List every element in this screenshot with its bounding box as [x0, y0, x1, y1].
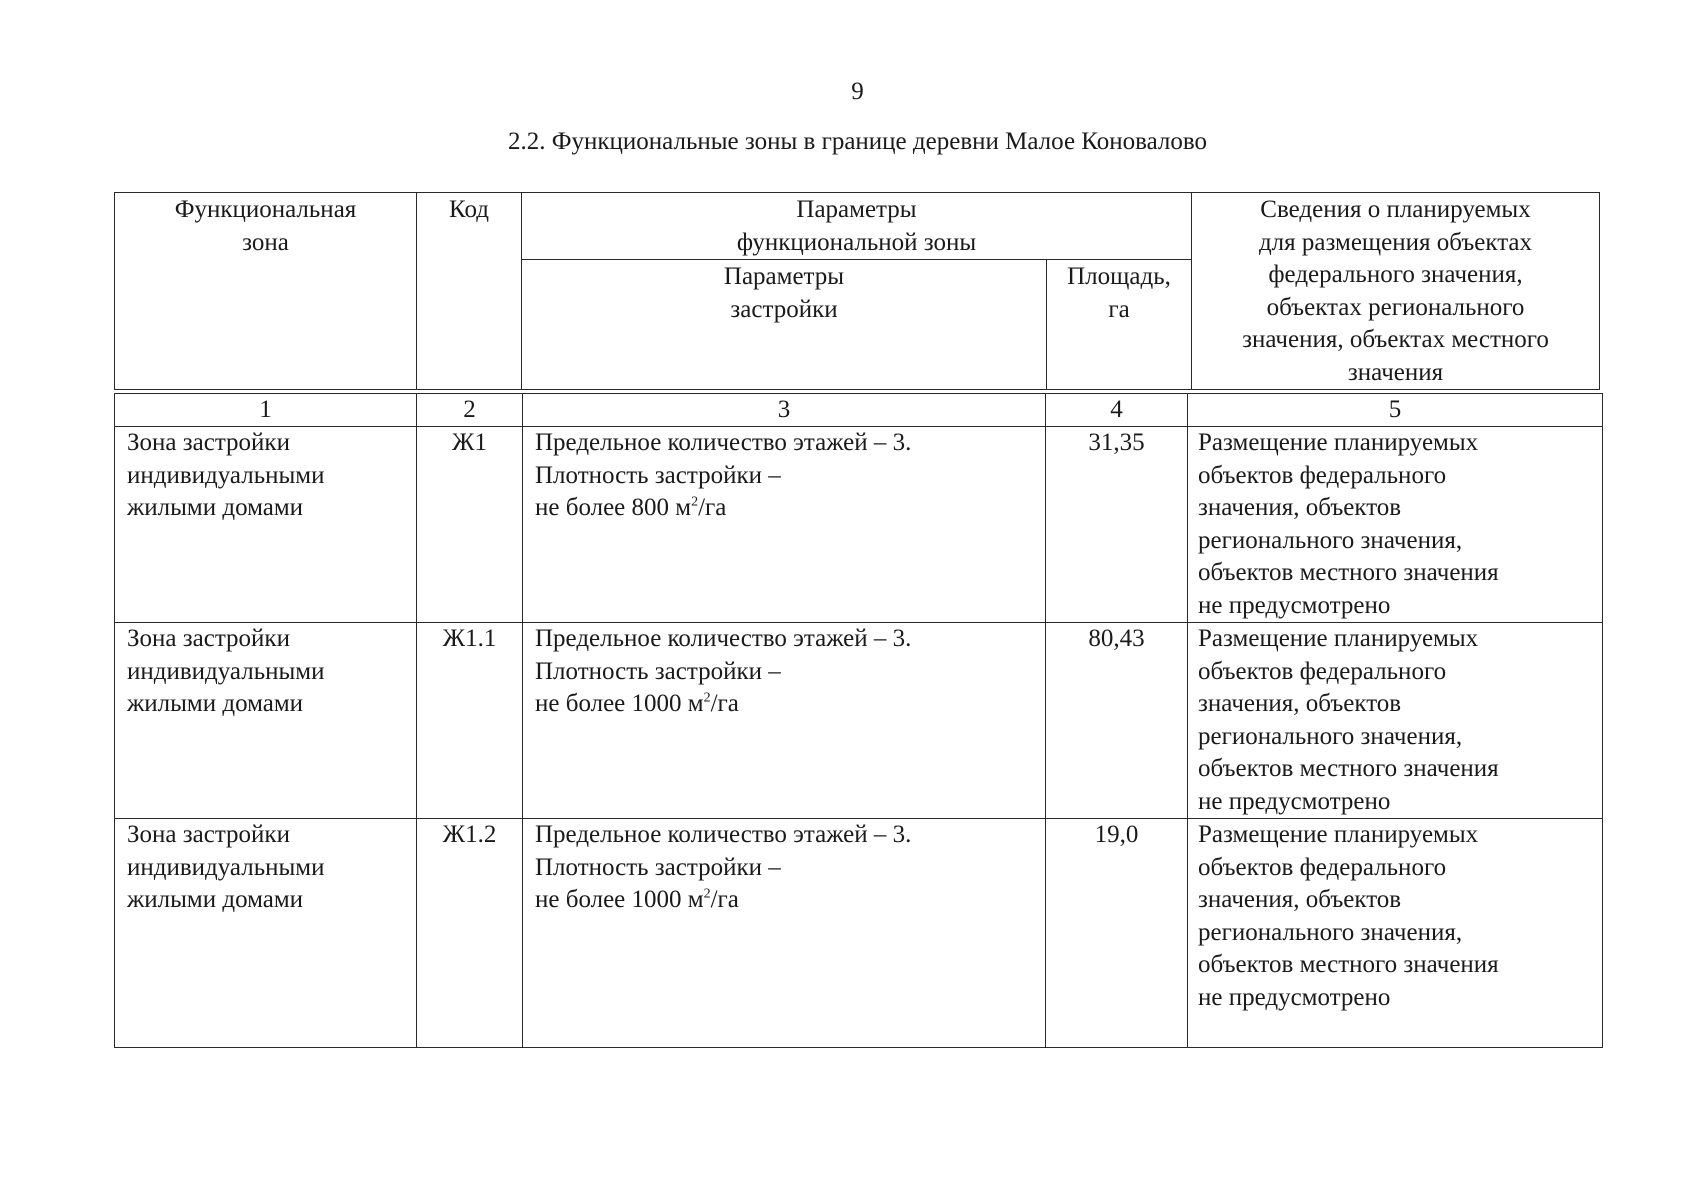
- column-number: 4: [1046, 394, 1188, 427]
- code-cell: Ж1.2: [417, 819, 523, 1048]
- info-cell: Размещение планируемых объектов федерального значения, объектов регионального значения, объектов местного значения не предусмотрено: [1188, 819, 1603, 1048]
- document-title: 2.2. Функциональные зоны в границе деревни Малое Коновалово: [507, 128, 1208, 155]
- params-cell: Предельное количество этажей – 3. Плотность застройки – не более 1000 $м^2/га$: [523, 819, 1046, 1048]
- density-line: не более 800 $м^2/га$: [535, 494, 727, 521]
- density-line: не более 1000 $м^2/га$: [535, 690, 739, 717]
- column-number: 3: [523, 394, 1046, 427]
- page-number: 9: [851, 78, 864, 105]
- header-code: Код: [417, 193, 522, 390]
- column-number: 2: [417, 394, 523, 427]
- header-zone: Функциональная зона: [115, 193, 417, 390]
- header-info: Сведения о планируемых для размещения объектах федерального значения, объектах регионального значения, объектах местного значения: [1192, 193, 1600, 390]
- zones-table: [114, 393, 1603, 1048]
- area-cell: 19,0: [1046, 819, 1188, 1048]
- header-params-group: Параметры функциональной зоны: [522, 193, 1192, 260]
- params-cell: Предельное количество этажей – 3. Плотность застройки – не более 1000 $м^2/га$: [523, 623, 1046, 819]
- zone-cell: Зона застройки индивидуальными жилыми домами: [115, 819, 417, 1048]
- zone-cell: Зона застройки индивидуальными жилыми домами: [115, 427, 417, 623]
- table-row: [115, 427, 1603, 623]
- table-header: [114, 192, 1600, 390]
- table-row: [115, 623, 1603, 819]
- column-number: 1: [115, 394, 417, 427]
- info-cell: Размещение планируемых объектов федерального значения, объектов регионального значения, объектов местного значения не предусмотрено: [1188, 427, 1603, 623]
- header-area: Площадь, га: [1047, 260, 1192, 390]
- code-cell: Ж1.1: [417, 623, 523, 819]
- area-cell: 80,43: [1046, 623, 1188, 819]
- area-cell: 31,35: [1046, 427, 1188, 623]
- info-cell: Размещение планируемых объектов федерального значения, объектов регионального значения, объектов местного значения не предусмотрено: [1188, 623, 1603, 819]
- column-number-row: [115, 394, 1603, 427]
- density-line: не более 1000 $м^2/га$: [535, 886, 739, 913]
- header-build-params: Параметры застройки: [522, 260, 1047, 390]
- table-row: [115, 819, 1603, 1048]
- code-cell: Ж1: [417, 427, 523, 623]
- zone-cell: Зона застройки индивидуальными жилыми домами: [115, 623, 417, 819]
- params-cell: Предельное количество этажей – 3. Плотность застройки – не более 800 $м^2/га$: [523, 427, 1046, 623]
- column-number: 5: [1188, 394, 1603, 427]
